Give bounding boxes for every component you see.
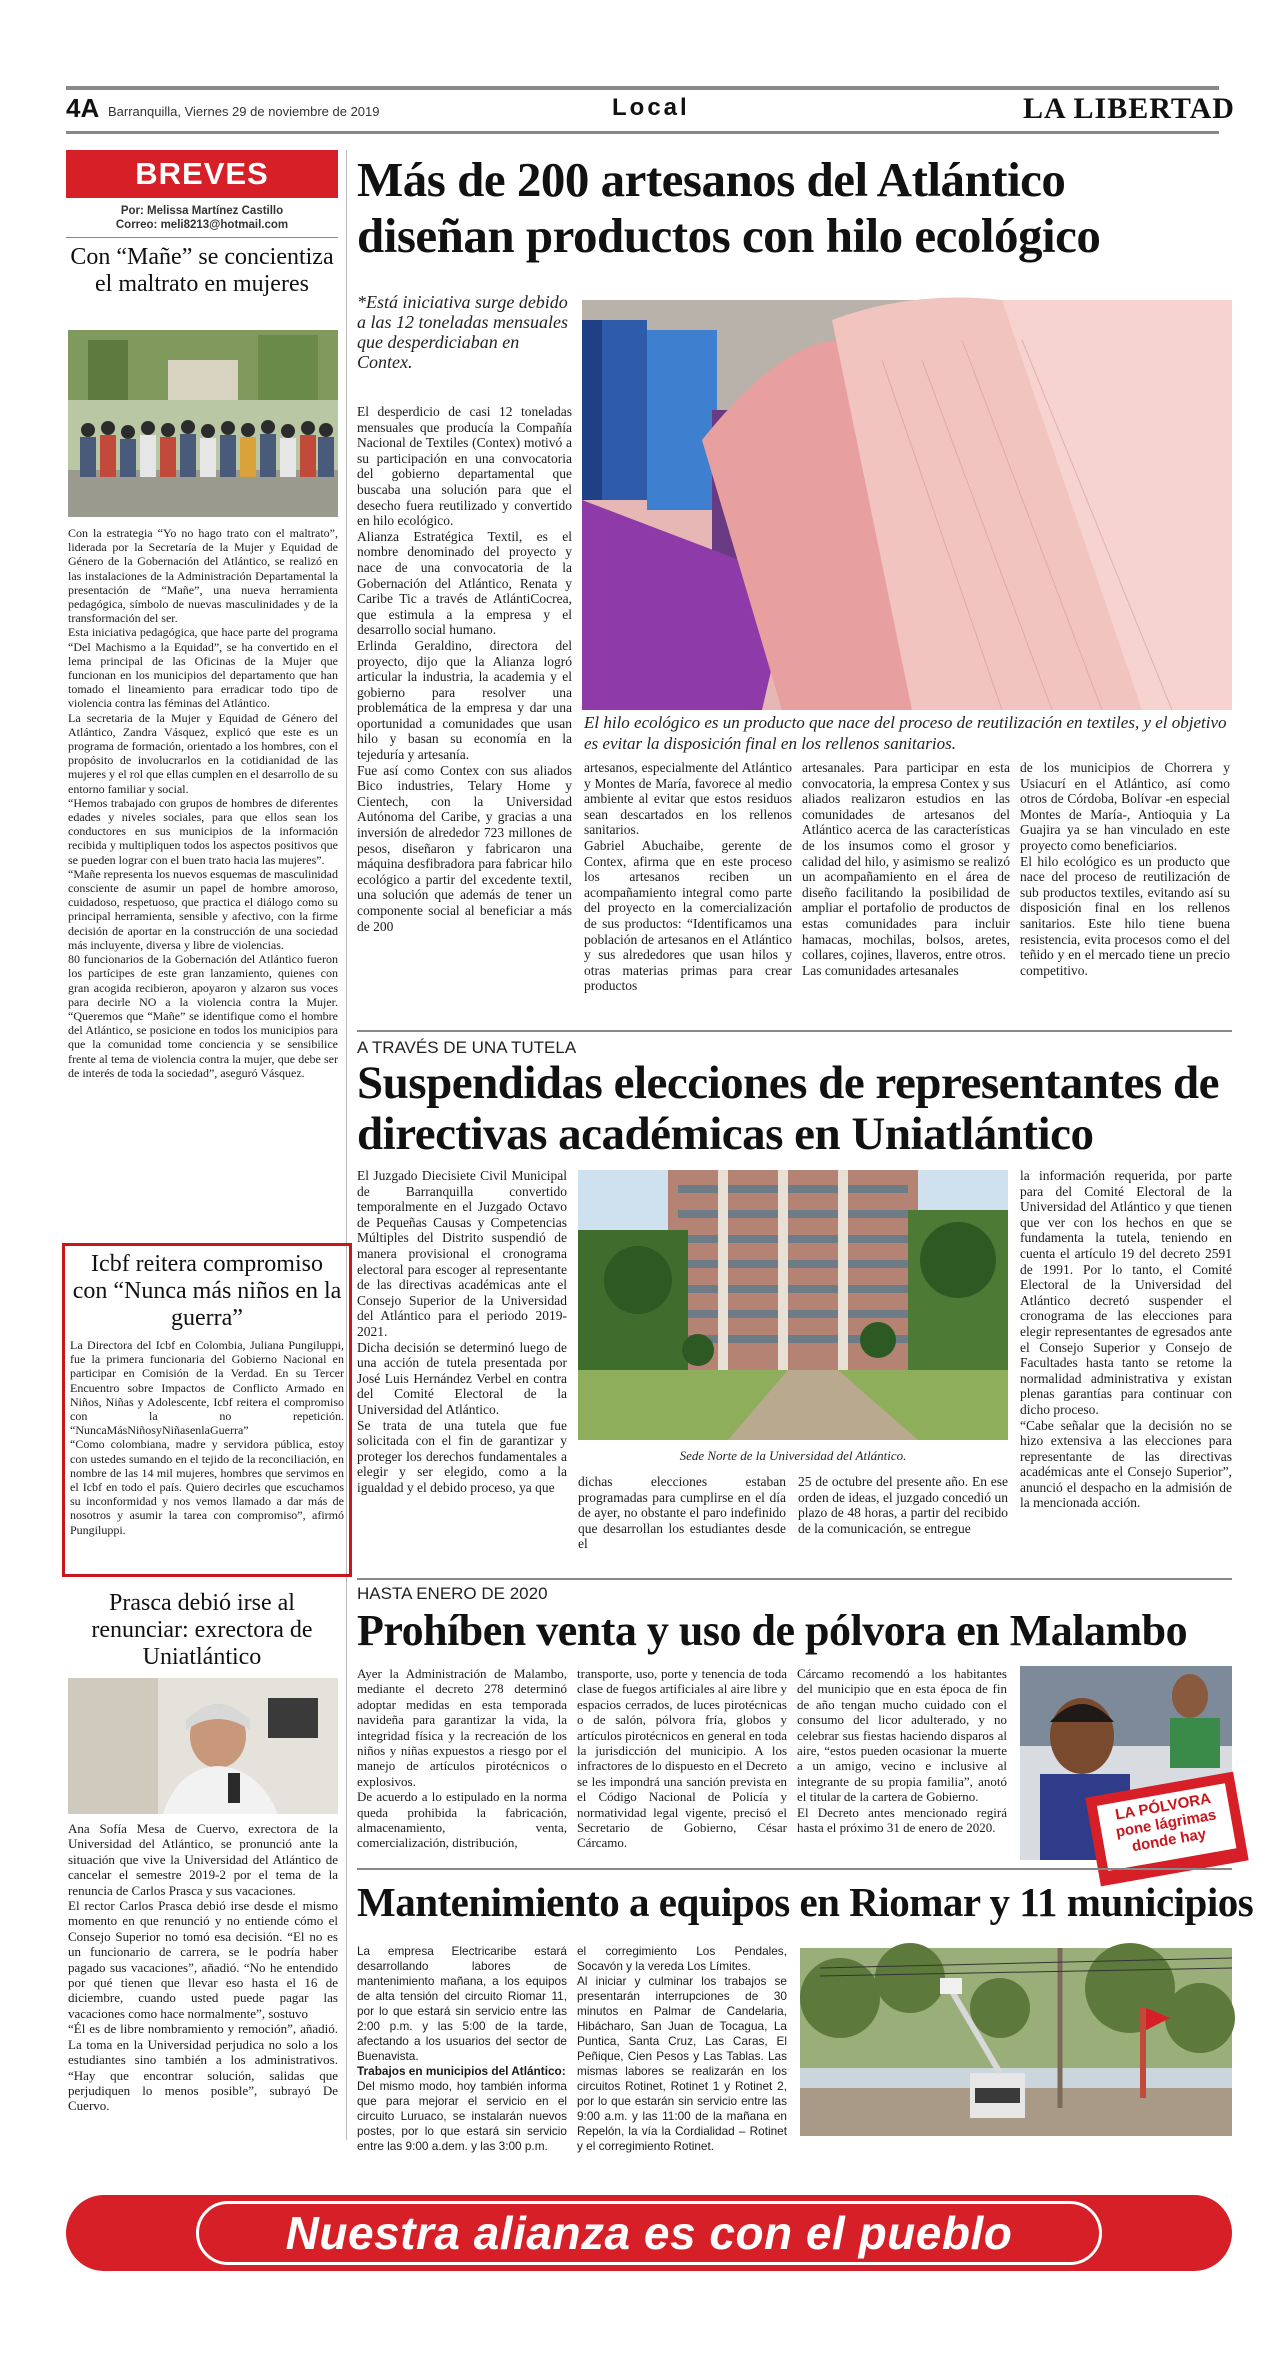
brief-3-title: Prasca debió irse al renunciar: exrectora de Uniatlántico xyxy=(91,1590,313,1670)
brief-2-p1: La Directora del Icbf en Colombia, Juliana Pungiluppi, fue la primera funcionaria del Gobierno Nacional en participar en Comisión de la Verdad. En su Tercer Encuentro sobre Impactos de Conflicto Armado en Niños, Niñas y Adolescente, Icbf reitera el compromiso con la no repetición. “NuncaMásNiñosyNiñasenlaGuerra” xyxy=(70,1338,344,1438)
dateline: Barranquilla, Viernes 29 de noviembre de 2019 xyxy=(108,104,380,119)
story-4-col1-subhead: Trabajos en municipios del Atlántico: xyxy=(357,2064,566,2078)
story-1-col2-p2: Gabriel Abuchaibe, gerente de Contex, afirma que en este proceso los artesanos reciben un acompañamiento integral como parte del proyecto en la comercialización de sus productos: “Identificamos una población de artesanos en el Atlántico y sus alrededores que usan hilos y otras materias primas para crear productos xyxy=(584,837,792,994)
breves-byline-rule xyxy=(66,237,338,238)
story-1-headline: Más de 200 artesanos del Atlántico diseñan productos con hilo ecológico xyxy=(357,152,1101,263)
story-2-col3-p1: 25 de octubre del presente año. En ese orden de ideas, el juzgado concedió un plazo de 48 horas, a partir del recibido de la comunicación, se entregue xyxy=(798,1474,1008,1536)
story-2-col3 xyxy=(798,1474,1008,1570)
story-3-col1-p1: Ayer la Administración de Malambo, mediante el decreto 278 determinó adoptar medidas en esta temporada navideña para garantizar la vida, la integridad física y la recreación de los niños y niñas expuestos a riesgo por el manejo de artículos pirotécnicos o explosivos. xyxy=(357,1666,567,1789)
story-2-col4-p2: “Cabe señalar que la decisión no se hizo extensiva a las elecciones para representante de las directivas académicas ante el Consejo Superior”, anunció el despacho en la admisión de la mencionada acción. xyxy=(1020,1417,1232,1511)
story-3-bottom-rule xyxy=(357,1868,1232,1870)
brief-1-body xyxy=(68,526,338,1276)
story-3-col3 xyxy=(797,1666,1007,1858)
story-1-col1-p1: El desperdicio de casi 12 toneladas mensuales que producía la Compañía Nacional de Textiles (Contex) motivó a su participación en una convocatoria del gobierno departamental que buscaba una solución para que el desecho fuera reutilizado y convertido en hilo ecológico. xyxy=(357,404,572,529)
story-2-col2-p1: dichas elecciones estaban programadas para cumplirse en el día de ayer, no obstante el paro indefinido que desarrollan los estudiantes desde el xyxy=(578,1474,786,1552)
story-4-col1-p2: Del mismo modo, hoy también informa que para mejorar el servicio en el circuito Luruaco, se instalarán nuevos postes, por lo que estará sin servicio entre las 9:00 a.dem. y las 3:00 p.m. xyxy=(357,2079,567,2153)
brief-1-p5: “Mañe representa los nuevos esquemas de masculinidad consciente de asumir un papel de hombre amoroso, cuidadoso, respetuoso, que practica el diálogo como su principal herramienta, sensible y afectivo, con la firme decisión de aportar en la construcción de una sociedad más incluyente, diversa y libre de violencias. xyxy=(68,866,338,952)
brief-1-title: Con “Mañe” se concientiza el maltrato en mujeres xyxy=(70,244,334,297)
story-3-sign-text: LA PÓLVORA pone lágrimas donde hay xyxy=(1097,1783,1236,1871)
story-2-col1-p1: El Juzgado Diecisiete Civil Municipal de Barranquilla convertido temporalmente en el Juzgado Octavo de Pequeñas Causas y Competencias Múltiples del Distrito suspendió de manera provisional el cronograma electoral para escoger al representante de las directivas académicas ante el Consejo Superior de la Universidad del Atlántico para el periodo 2019-2021. xyxy=(357,1168,567,1339)
story-1-photo xyxy=(582,300,1232,710)
story-1-col3 xyxy=(802,760,1010,1010)
brief-3-body xyxy=(68,1821,338,2114)
story-1-col1 xyxy=(357,404,572,1010)
brief-3-p3: “Él es de libre nombramiento y remoción”, añadió. La toma en la Universidad perjudica no solo a los estudiantes sino también a los administrativos. “Hay que encontrar solución, salidas que perjudiquen lo menos posible”, subrayó De Cuervo. xyxy=(68,2021,338,2114)
story-4-col2-p1: el corregimiento Los Pendales, Socavón y la vereda Los Límites. xyxy=(577,1944,787,1973)
breves-label-text: BREVES xyxy=(135,156,269,191)
story-1-col1-p2: Alianza Estratégica Textil, es el nombre denominado del proyecto y nace de una convocatoria de la Gobernación del Atlántico, Renata y Caribe Tic a través de AtlántiCocrea, que estimula a la empresa y el desarrollo social humano. xyxy=(357,528,572,638)
story-2-caption: Sede Norte de la Universidad del Atlántico. xyxy=(679,1448,907,1463)
banner-slogan: Nuestra alianza es con el pueblo xyxy=(285,2207,1013,2259)
brief-3-p2: El rector Carlos Prasca debió irse desde el mismo momento en que renunció y no entiende cómo el Consejo Superior no tomó esa decisión. “El no es un funcionario de carrera, se le podría haber pagado sus vacaciones”, añadió. “No he entendido por qué tienen que llevar eso hasta el 16 de diciembre, cuando usted puede pagar las vacaciones como hace normalmente”, sostuvo xyxy=(68,1898,338,2021)
breves-label xyxy=(66,150,338,198)
story-4-col1-p1: La empresa Electricaribe estará desarrollando labores de mantenimiento mañana, a los equipos de alta tensión del circuito Riomar 11, por lo que estará sin servicio entre las 2:00 p.m. y las 5:00 de la tarde, afectando a los usuarios del sector de Buenavista. xyxy=(357,1944,567,2063)
brief-3-p1: Ana Sofía Mesa de Cuervo, exrectora de la Universidad del Atlántico, se pronunció ante la situación que vive la Universidad del Atlántico de cancelar el semestre 2019-2 por el tema de la renuncia de Carlos Prasca y sus vacaciones. xyxy=(68,1821,338,1898)
story-3-headline: Prohíben venta y uso de pólvora en Malambo xyxy=(357,1606,1188,1655)
story-1-col2-p1: artesanos, especialmente del Atlántico y Montes de María, favorece al medio ambiente al evitar que estos residuos sean descartados en los rellenos sanitarios. xyxy=(584,760,792,838)
story-3-col3-p1: Cárcamo recomendó a los habitantes del municipio que en esta época de fin de año tengan mucho cuidado con el consumo del licor adulterado, y no celebrar sus fiestas haciendo disparos al aire, “estos pueden ocasionar la muerte a un amigo, vecino e inclusive al integrante de su propia familia”, anotó el titular de la cartera de Gobierno. xyxy=(797,1666,1007,1805)
story-4-headline: Mantenimiento a equipos en Riomar y 11 municipios xyxy=(357,1879,1254,1925)
story-1-bottom-rule xyxy=(357,1030,1232,1032)
story-2-headline: Suspendidas elecciones de representantes de directivas académicas en Uniatlántico xyxy=(357,1057,1219,1160)
story-1-col1-p4: Fue así como Contex con sus aliados Bico industries, Telary Home y Cientech, con la Universidad Autónoma del Caribe, y gracias a una inversión de alrededor 723 millones de pesos, diseñaron y fabricaron una máquina desfibradora para fabricar hilo ecológico a partir del excedente textil, una solución que además de tener un componente social al beneficiar a más de 200 xyxy=(357,762,572,934)
story-2-col4-p1: la información requerida, por parte para del Comité Electoral de la Universidad del Atlántico y que tienen que ver con los hechos en que se fundamenta la tutela, teniendo en cuenta el artículo 19 del decreto 2591 de 1991. Por lo tanto, el Comité Electoral de la Universidad del Atlántico decretó suspender el cronograma de las elecciones para elegir representantes de egresados ante el Consejo Superior y Consejo de Facultades hasta tanto se retome la normalidad administrativa y existan plenas garantías para continuar con dicho proceso. xyxy=(1020,1168,1232,1417)
brief-1-photo xyxy=(68,330,338,517)
story-1-col3-p1: artesanales. Para participar en esta convocatoria, la empresa Contex y sus aliados realizaron estudios en las comunidades de artesanos del Atlántico acerca de las características de los insumos como el grosor y calidad del hilo, y asimismo se realizó un acompañamiento en el área de diseño facilitando la posibilidad de ampliar el portafolio de productos de estas comunidades para incluir hamacas, mochilas, bolsos, aretes, collares, cojines, llaveros, entre otros. xyxy=(802,760,1010,963)
story-1-deck: *Está iniciativa surge debido a las 12 toneladas mensuales que desperdiciaban en Contex. xyxy=(357,292,568,372)
brief-3-photo xyxy=(68,1678,338,1814)
brief-2-body xyxy=(70,1338,344,1570)
story-1-col4-p1: de los municipios de Chorrera y Usiacurí en el Atlántico, así como otros de Córdoba, Bolívar -en especial Montes de María-, Antioquia y La Guajira ya se han vinculado en este proyecto como beneficiarios. xyxy=(1020,760,1230,853)
section-name: Local xyxy=(612,94,690,121)
story-3-col1-p2: De acuerdo a lo estipulado en la norma queda prohibida la fabricación, almacenamiento, venta, comercialización, distribución, xyxy=(357,1789,567,1851)
masthead-brand: LA LIBERTAD xyxy=(1023,92,1235,125)
byline-email: Correo: meli8213@hotmail.com xyxy=(115,219,289,231)
byline-author: Por: Melissa Martínez Castillo xyxy=(120,205,284,217)
brief-1-p4: “Hemos trabajado con grupos de hombres de diferentes edades y niveles sociales, para que ellos sean los conductores en sus municipios de la información recibida y multipliquen todos los aspectos positivos que se pueden lograr con el buen trato hacia las mujeres”. xyxy=(68,795,338,867)
brief-1-p3: La secretaria de la Mujer y Equidad de Género del Atlántico, Zandra Vásquez, explicó que este es un programa de formación, orientado a los hombres, con el propósito de involucrarlos en la cotidianidad de las mujeres y el rol que ellas cumplen en el desarrollo de su entorno familiar y social. xyxy=(68,710,338,796)
story-2-photo xyxy=(578,1170,1008,1440)
bottom-banner xyxy=(66,2195,1232,2271)
header-bottom-rule xyxy=(66,131,1219,134)
story-4-col2-p2: Al iniciar y culminar los trabajos se presentarán interrupciones de 30 minutos en Palmar de Candelaria, Hibácharo, San Juan de Tocagua, La Puntica, Santa Cruz, Las Caras, El Peñique, Cien Pesos y Las Tablas. Las mismas labores se realizarán en los circuitos Rotinet, Rotinet 1 y Rotinet 2, por lo que estarán sin servicio entre las 9:00 a.m. y las 11:00 de la mañana en Repelón, la vía la Cordialidad – Rotinet y el corregimiento Rotinet. xyxy=(577,1974,787,2153)
story-4-photo xyxy=(800,1948,1232,2136)
story-2-col4 xyxy=(1020,1168,1232,1570)
top-rule xyxy=(66,86,1219,90)
brief-2-title: Icbf reitera compromiso con “Nunca más niños en la guerra” xyxy=(72,1251,342,1331)
story-2-col1-p3: Se trata de una tutela que fue solicitada con el fin de garantizar y proteger los derechos fundamentales a elegir y ser elegido, como a la igualdad y el debido proceso, ya que xyxy=(357,1417,567,1495)
story-1-caption: El hilo ecológico es un producto que nace del proceso de reutilización en textiles, y el objetivo es evitar la disposición final en los rellenos sanitarios. xyxy=(584,713,1227,753)
story-3-col2-p1: transporte, uso, porte y tenencia de toda clase de fuegos artificiales al aire libre y espacios cerrados, de luces pirotécnicas o de salón, pólvora fría, globos y artículos pirotécnicos en general en toda la jurisdicción del municipio. A los infractores de lo dispuesto en el Decreto se les impondrá una sanción prevista en el Código Nacional de Policía y normatividad legal vigente, precisó el Secretario de Gobierno, César Cárcamo. xyxy=(577,1666,787,1851)
brief-1-p1: Con la estrategia “Yo no hago trato con el maltrato”, liderada por la Secretaría de la Mujer y Equidad de Género de la Gobernación del Atlántico, se realizó en las instalaciones de la Administración Departamental la presentación de “Mañe”, una nueva herramienta pedagógica, símbolo de nuevas masculinidades y de la transformación del ser. xyxy=(68,526,338,626)
story-3-col3-p2: El Decreto antes mencionado regirá hasta el próximo 31 de enero de 2020. xyxy=(797,1804,1007,1836)
story-3-col2 xyxy=(577,1666,787,1858)
story-4-col2 xyxy=(577,1944,787,2153)
brief-2-p2: “Como colombiana, madre y servidora pública, estoy con ustedes sumando en el tejido de la reconciliación, en nombre de las 14 mil mujeres, hombres que servimos en el Icbf en todo el país. Quiero decirles que escuchamos su inconformidad y nos vemos llamado a dar más de nosotros y asumir la tarea con compromiso”, afirmó Pungiluppi. xyxy=(70,1437,344,1537)
story-2-kicker: A TRAVÉS DE UNA TUTELA xyxy=(357,1038,577,1057)
page-number: 4A xyxy=(66,93,100,123)
story-1-col1-p3: Erlinda Geraldino, directora del proyecto, dijo que la Alianza logró articular la industria, la academia y el gobierno para resolver una problemática de la empresa y dar una oportunidad a comunidades que usan hilo y basan su economía en la tejeduría y artesanía. xyxy=(357,637,572,763)
story-2-col1 xyxy=(357,1168,567,1568)
story-1-col4-p2: El hilo ecológico es un producto que nace del proceso de reutilización de sub productos textiles, evitando así su disposición final en los rellenos sanitarios. Este hilo tiene buena resistencia, evita procesos como el del teñido y en el mercado tiene un precio competitivo. xyxy=(1020,853,1230,978)
story-1-col4 xyxy=(1020,760,1230,1010)
story-2-col1-p2: Dicha decisión se determinó luego de una acción de tutela presentada por José Luis Hernández Verbel en contra del Comité Electoral de la Universidad del Atlántico. xyxy=(357,1339,567,1417)
column-divider xyxy=(346,150,347,2140)
story-2-bottom-rule xyxy=(357,1578,1232,1580)
story-1-col2 xyxy=(584,760,792,1010)
brief-1-p2: Esta iniciativa pedagógica, que hace parte del programa “Del Machismo a la Equidad”, se ha convertido en el lema principal de las Oficinas de la Mujer que funcionan en los municipios del departamento que han tomado el lineamiento para erradicar todo tipo de violencia contra las féminas del Atlántico. xyxy=(68,625,338,711)
breves-byline xyxy=(66,204,338,232)
brief-1-p6: 80 funcionarios de la Gobernación del Atlántico fueron los partícipes de este gran lanzamiento, quienes con gran acogida recibieron, apoyaron y alzaron sus voces para decirle NO a la violencia contra la Mujer. “Queremos que “Mañe” se identifique como el hombre del Atlántico, se posicione en todos los municipios para que la comunidad tome conciencia y se sensibilice frente al tema de violencia contra la mujer, que debe ser de interés de toda la sociedad”, aseguró Vásquez. xyxy=(68,952,338,1080)
story-3-kicker: HASTA ENERO DE 2020 xyxy=(357,1584,548,1603)
story-1-col3-p2: Las comunidades artesanales xyxy=(802,962,959,978)
story-4-col1 xyxy=(357,1944,567,2153)
story-3-col1 xyxy=(357,1666,567,1858)
story-3-photo xyxy=(1020,1666,1232,1860)
story-2-col2 xyxy=(578,1474,786,1570)
